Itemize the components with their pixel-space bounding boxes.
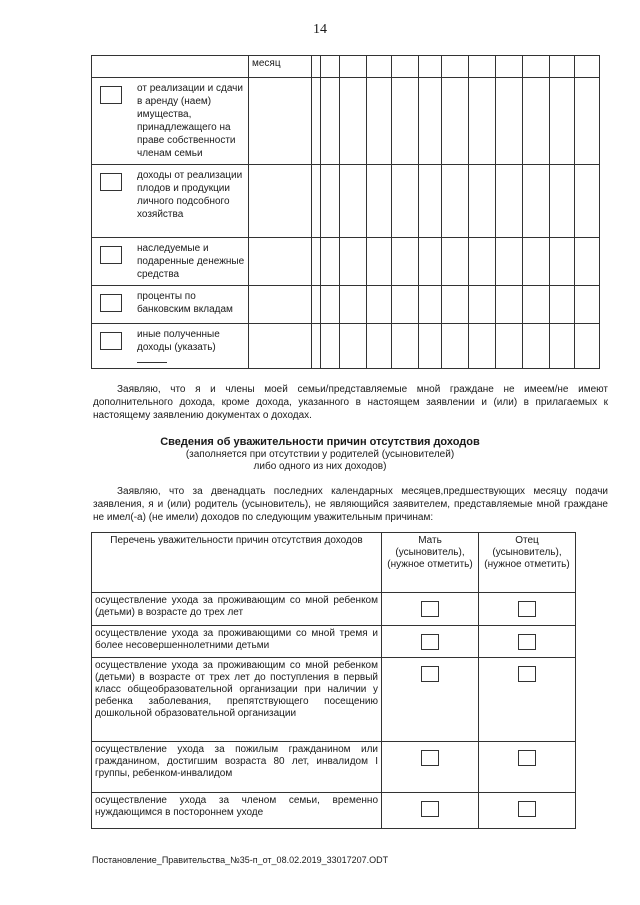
rent-checkbox[interactable]: [100, 86, 122, 104]
section-subtitle-2: либо одного из них доходов): [253, 461, 387, 472]
page-number: 14: [313, 22, 327, 37]
document-footer: Постановление_Правительства_№35-п_от_08.02.2019_33017207.ODT: [92, 855, 389, 865]
income-row-interest: [92, 286, 600, 324]
father-checkbox[interactable]: [518, 601, 536, 617]
reason-text: осуществление ухода за пожилым гражданином или гражданином, достигшим возраста 80 лет, инвалидом I группы, ребенком-инвалидом: [92, 742, 382, 793]
income-table: [91, 55, 600, 369]
income-row-label: наследуемые и подаренные денежные средства: [137, 243, 245, 280]
income-row-rent: [92, 78, 600, 165]
reasons-table: [91, 532, 576, 829]
father-checkbox[interactable]: [518, 801, 536, 817]
mother-checkbox[interactable]: [421, 601, 439, 617]
specify-line[interactable]: [137, 358, 167, 363]
income-row-inherited: [92, 238, 600, 286]
month-label: месяц: [249, 56, 312, 78]
reason-text: осуществление ухода за членом семьи, временно нуждающимся в постороннем уходе: [92, 793, 382, 829]
section-title: Сведения об уважительности причин отсутствия доходов: [160, 436, 480, 448]
income-row-label: проценты по банковским вкладам: [137, 291, 233, 315]
reason-row: [92, 742, 576, 793]
header-mother: Мать (усыновитель), (нужное отметить): [382, 533, 479, 593]
reason-text: осуществление ухода за проживающими со мной тремя и более несовершеннолетними детьми: [92, 626, 382, 658]
declaration-paragraph-1: Заявляю, что я и члены моей семьи/представляемые мной граждане не имеем/не имеют дополнительного дохода, кроме дохода, указанного в настоящем заявлении и (или) в прилагаемых к настоящему заявлению документах о доходах.: [93, 384, 608, 421]
other-checkbox[interactable]: [100, 332, 122, 350]
interest-checkbox[interactable]: [100, 294, 122, 312]
section-subtitle-1: (заполняется при отсутствии у родителей (усыновителей): [185, 449, 455, 460]
month-header-row: [92, 56, 600, 78]
income-row-farm: [92, 165, 600, 238]
income-row-label: доходы от реализации плодов и продукции личного подсобного хозяйства: [137, 170, 243, 220]
reason-row: [92, 626, 576, 658]
father-checkbox[interactable]: [518, 666, 536, 682]
inherited-checkbox[interactable]: [100, 246, 122, 264]
mother-checkbox[interactable]: [421, 666, 439, 682]
header-empty-cell: [92, 56, 249, 78]
mother-checkbox[interactable]: [421, 750, 439, 766]
reason-text: осуществление ухода за проживающим со мной ребенком (детьми) в возрасте до трех лет: [92, 593, 382, 626]
reason-row: [92, 793, 576, 829]
reason-row: [92, 593, 576, 626]
mother-checkbox[interactable]: [421, 801, 439, 817]
father-checkbox[interactable]: [518, 634, 536, 650]
reason-row: [92, 658, 576, 742]
farm-checkbox[interactable]: [100, 173, 122, 191]
father-checkbox[interactable]: [518, 750, 536, 766]
reason-text: осуществление ухода за проживающим со мной ребенком (детьми) в возрасте от трех лет до поступления в первый класс общеобразовательной организации при наличии у ребенка заболевания, препятствующего посещению дошкольной образовательной организации: [92, 658, 382, 742]
income-row-other: [92, 324, 600, 369]
declaration-paragraph-2: Заявляю, что за двенадцать последних календарных месяцев,предшествующих месяцу подачи заявления, я и (или) родитель (усыновитель), не являющийся заявителем, представляемые мной граждане не имел(-а) (не имели) доходов по следующим уважительным причинам:: [93, 486, 608, 523]
header-reasons: Перечень уважительности причин отсутствия доходов: [92, 533, 382, 593]
header-father: Отец (усыновитель), (нужное отметить): [479, 533, 576, 593]
mother-checkbox[interactable]: [421, 634, 439, 650]
income-row-label: от реализации и сдачи в аренду (наем) имущества, принадлежащего на праве собственности членам семьи: [137, 83, 243, 159]
income-row-label: иные полученные доходы (указать): [137, 329, 220, 353]
reasons-header-row: [92, 533, 576, 593]
